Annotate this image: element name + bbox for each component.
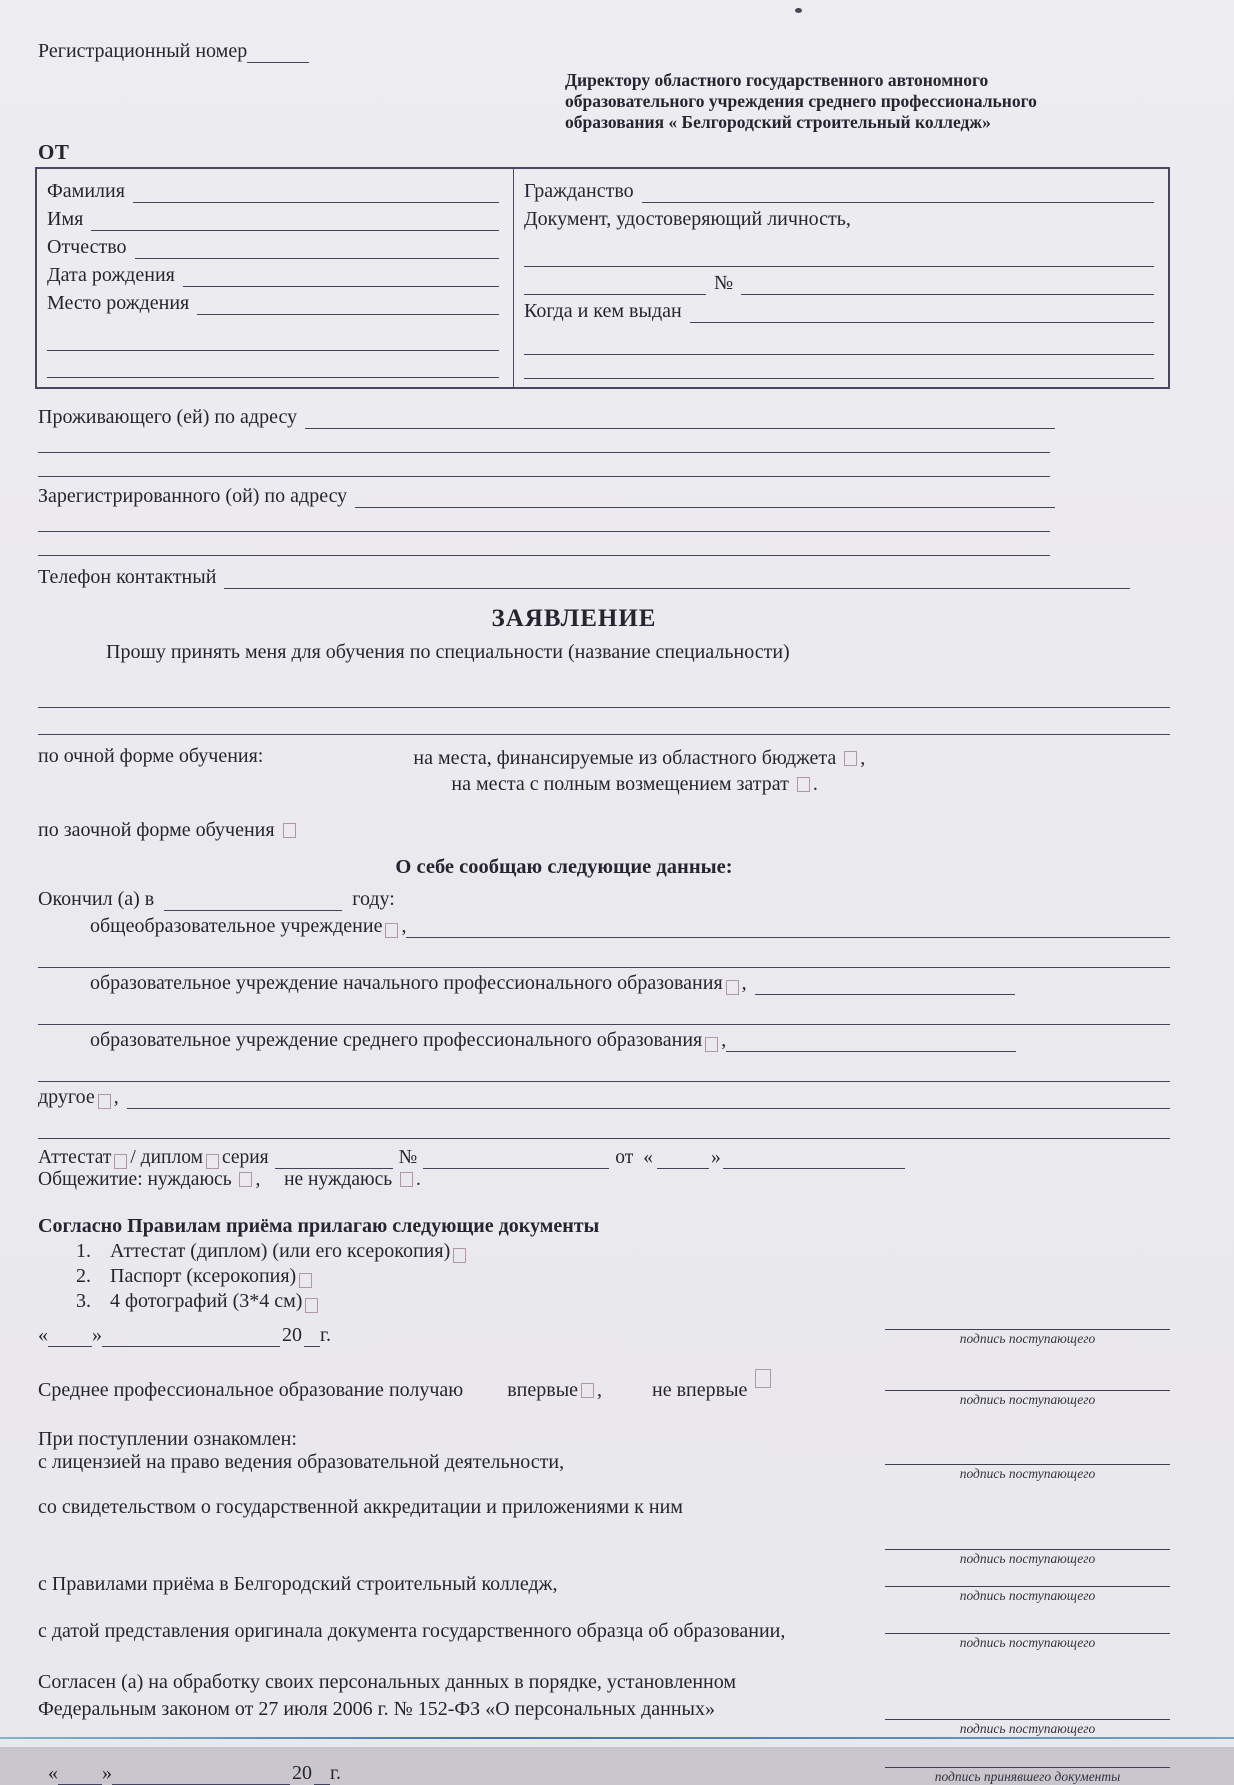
consent-line-2: Федеральным законом от 27 июля 2006 г. № 152-ФЗ «О персональных данных» [38,1698,715,1720]
residing-address-line-2[interactable] [38,429,1050,453]
date2-month-field[interactable] [112,1766,290,1785]
document-item-2-num: 2. [76,1265,91,1287]
ot-word: от [615,1147,634,1168]
registered-address-line-3[interactable] [38,532,1050,556]
consent-line-1: Согласен (а) на обработку своих персональных данных в порядке, установленном [38,1671,737,1693]
spo-first-label: Среднее профессиональное образование получаю [38,1379,464,1401]
issued-by-extra-line-1[interactable] [524,336,1154,355]
date1-month-field[interactable] [102,1328,280,1347]
other-comma: , [113,1086,119,1108]
date2-year-field[interactable] [314,1766,330,1785]
school-row [90,911,1170,938]
spo-checkbox[interactable] [705,1037,718,1052]
documents-date-row [38,1324,331,1347]
first-time-label: впервые [507,1379,579,1401]
other-row [38,1082,1170,1109]
npo-comma: , [741,972,747,994]
parttime-checkbox[interactable] [283,823,296,838]
document-item-2-label: Паспорт (ксерокопия) [110,1265,297,1287]
phone-label: Телефон контактный [38,566,217,588]
spo-label: образовательное учреждение среднего профессионального образования [90,1029,703,1051]
paid-option-row [451,771,865,797]
dorm-comma: , [255,1169,261,1190]
graduated-label: Окончил (а) в [38,888,155,910]
date2-year-20: 20 [292,1762,312,1784]
signature-line-4[interactable] [885,1537,1170,1550]
document-item-1-label: Аттестат (диплом) (или его ксерокопия) [110,1240,451,1262]
not-first-time-checkbox[interactable] [755,1369,771,1388]
spo-name-field[interactable] [726,1033,1016,1052]
not-first-time-label: не впервые [652,1379,748,1401]
about-heading: О себе сообщаю следующие данные: [395,856,733,878]
attestat-checkbox[interactable] [114,1154,127,1169]
npo-name-line-2[interactable] [38,995,1170,1025]
receiver-signature-caption: подпись принявшего документы [934,1769,1121,1784]
consent-row [38,1669,1170,1736]
other-label: другое [38,1086,95,1108]
school-name-field[interactable] [406,919,1170,938]
consent-text [38,1669,736,1723]
document-item-3-num: 3. [76,1290,91,1312]
personal-data-box [35,167,1170,389]
signature-caption-4: подпись поступающего [959,1551,1096,1566]
document-item-1-checkbox[interactable] [453,1248,466,1263]
license-row [38,1451,1170,1481]
id-doc-label: Документ, удостоверяющий личность, [524,208,851,230]
paid-option-label: на места с полным возмещением затрат [451,773,789,795]
issued-by-field[interactable] [690,304,1154,323]
other-checkbox[interactable] [98,1094,111,1109]
id-doc-type-field[interactable] [524,248,1154,267]
residing-address-field[interactable] [305,410,1055,429]
scan-edge-line [0,1737,1234,1739]
rules-label: с Правилами приёма в Белгородский строительный колледж, [38,1573,558,1595]
registered-address-field[interactable] [355,489,1055,508]
addressee-line-2: образовательного учреждения среднего профессионального [565,91,1037,111]
signature-caption-2: подпись поступающего [959,1392,1096,1407]
signature-block-1 [885,1317,1170,1347]
birthplace-label: Место рождения [47,292,190,314]
school-label: общеобразовательное учреждение [90,915,383,937]
signature-caption-5: подпись поступающего [959,1588,1096,1603]
school-name-line-2[interactable] [38,938,1170,968]
accreditation-label: со свидетельством о государственной аккредитации и приложениями к ним [38,1496,683,1518]
budget-option-row [413,745,865,771]
document-item-2-checkbox[interactable] [299,1273,312,1288]
dormitory-row [38,1169,1170,1195]
npo-name-field[interactable] [755,976,1015,995]
registration-number-row [38,40,1170,63]
spo-first-row [38,1369,1170,1408]
signature-block-2 [885,1378,1170,1408]
dorm-no-need-checkbox[interactable] [400,1172,413,1187]
graduated-row [38,884,1170,911]
registered-address-line-2[interactable] [38,508,1050,532]
series-label: серия [221,1147,269,1168]
registered-address-row [38,479,1055,508]
signature-line-2[interactable] [885,1378,1170,1391]
school-comma: , [401,915,407,937]
issued-by-label: Когда и кем выдан [524,300,682,322]
year-word: году: [352,888,395,910]
graduation-year-field[interactable] [164,892,342,911]
attestat-day-field[interactable] [657,1150,709,1169]
date1-year-g: г. [320,1324,331,1346]
issued-by-extra-line-2[interactable] [524,360,1154,379]
signature-block-3 [885,1452,1170,1482]
request-line: Прошу принять меня для обучения по специальности (название специальности) [106,641,790,663]
signature-line-7[interactable] [885,1707,1170,1720]
signature-caption-1: подпись поступающего [959,1331,1096,1346]
patronymic-label: Отчество [47,236,127,258]
date2-year-g: г. [330,1762,341,1784]
first-time-checkbox[interactable] [581,1383,594,1398]
funding-options [413,745,865,797]
document-item-3-checkbox[interactable] [305,1298,318,1313]
signature-line-1[interactable] [885,1317,1170,1330]
birthplace-field[interactable] [197,296,499,315]
application-title: ЗАЯВЛЕНИЕ [491,605,657,632]
document-item-1 [76,1238,1170,1263]
addressee-line-3: образования « Белгородский строительный колледж» [565,112,991,132]
patronymic-field[interactable] [135,240,499,259]
date2-day-field[interactable] [58,1766,102,1785]
signature-block-5 [885,1574,1170,1604]
school-checkbox[interactable] [385,923,398,938]
personal-left-column [37,169,514,387]
residing-address-row [38,400,1055,429]
document-item-1-num: 1. [76,1240,91,1262]
number-sign: № [714,272,734,294]
attestat-number-field[interactable] [423,1150,609,1169]
diplom-checkbox[interactable] [206,1154,219,1169]
signature-block-receiver [885,1755,1170,1785]
scan-speck [795,8,802,13]
document-item-3 [76,1288,1170,1313]
specialty-line-1[interactable] [38,681,1170,708]
specialty-line-2[interactable] [38,708,1170,735]
dorm-need-checkbox[interactable] [239,1172,252,1187]
rules-row [38,1573,1170,1603]
date2-laquo: « [48,1762,58,1784]
other-field[interactable] [127,1090,1170,1109]
surname-field[interactable] [133,184,499,203]
date1-laquo: « [38,1324,48,1346]
parttime-label: по заочной форме обучения [38,819,275,841]
residing-address-line-3[interactable] [38,453,1050,477]
final-date-signature-row [38,1755,1170,1785]
spo-name-line-2[interactable] [38,1052,1170,1082]
npo-label: образовательное учреждение начального профессионального образования [90,972,723,994]
name-field[interactable] [91,212,499,231]
addressee-block [565,70,1057,133]
birthplace-extra-line-1[interactable] [47,332,499,351]
phone-field[interactable] [224,570,1130,589]
residing-address-label: Проживающего (ей) по адресу [38,406,298,428]
study-form-row [38,745,1170,797]
birthdate-field[interactable] [183,268,499,287]
signature-line-6[interactable] [885,1621,1170,1634]
signature-line-3[interactable] [885,1452,1170,1465]
dorm-need-label: Общежитие: нуждаюсь [38,1169,232,1190]
from-label: ОТ [38,140,70,164]
parttime-row [38,819,1170,842]
signature-caption-6: подпись поступающего [959,1635,1096,1650]
document-item-2 [76,1263,1170,1288]
registered-address-label: Зарегистрированного (ой) по адресу [38,485,348,507]
name-label: Имя [47,208,84,230]
signature-block-4 [885,1537,1170,1567]
attestat-month-field[interactable] [723,1150,905,1169]
signature-caption-3: подпись поступающего [959,1466,1096,1481]
birthdate-label: Дата рождения [47,264,175,286]
date2-raquo: » [102,1762,112,1784]
attestat-number-sign: № [398,1147,418,1168]
attestat-label: Аттестат [38,1147,112,1168]
id-doc-number-field[interactable] [741,276,1154,295]
budget-checkbox[interactable] [844,751,857,766]
spo-first-text-wrap [38,1369,774,1408]
documents-date-signature-row [38,1317,1170,1347]
documents-heading: Согласно Правилам приёма прилагаю следующие документы [38,1215,600,1237]
diplom-label: / диплом [130,1147,203,1168]
date1-day-field[interactable] [48,1328,92,1347]
budget-option-label: на места, финансируемые из областного бюджета [413,747,837,769]
spo-row [90,1025,1170,1052]
budget-comma: , [860,747,866,769]
paid-checkbox[interactable] [797,777,810,792]
personal-right-column [514,169,1168,387]
paid-period: . [812,773,818,795]
id-doc-series-field[interactable] [524,276,706,295]
att-laquo: « [643,1147,654,1168]
original-date-row [38,1620,1170,1650]
document-item-3-label: 4 фотографий (3*4 см) [110,1290,303,1312]
attestat-row [38,1143,1170,1169]
signature-line-5[interactable] [885,1574,1170,1587]
citizenship-field[interactable] [642,184,1154,203]
date1-year-field[interactable] [304,1328,320,1347]
date1-year-20: 20 [282,1324,302,1346]
signature-caption-7: подпись поступающего [959,1721,1096,1736]
final-date-row [48,1762,341,1785]
license-label: с лицензией на право ведения образовательной деятельности, [38,1451,565,1473]
dorm-period: . [416,1169,421,1190]
other-line-2[interactable] [38,1109,1170,1139]
npo-row [90,968,1170,995]
dorm-no-need-label: не нуждаюсь [284,1169,393,1190]
receiver-signature-line[interactable] [885,1755,1170,1768]
acknowledge-heading: При поступлении ознакомлен: [38,1428,297,1450]
fulltime-label: по очной форме обучения: [38,745,264,767]
signature-block-6 [885,1621,1170,1651]
original-date-label: с датой представления оригинала документа государственного образца об образовании, [38,1620,786,1642]
date1-raquo: » [92,1324,102,1346]
birthplace-extra-line-2[interactable] [47,359,499,378]
registration-number-label: Регистрационный номер [38,40,248,62]
signature-block-7 [885,1707,1170,1737]
accreditation-signature-row [38,1537,1170,1567]
phone-row [38,559,1130,589]
att-raquo: » [711,1147,721,1168]
registration-number-field[interactable] [247,44,309,63]
addressee-line-1: Директору областного государственного автономного [565,70,989,90]
surname-label: Фамилия [47,180,125,202]
npo-checkbox[interactable] [726,980,739,995]
citizenship-label: Гражданство [524,180,634,202]
spo-comma: , [721,1029,727,1051]
first-time-comma: , [597,1379,603,1401]
series-field[interactable] [275,1150,393,1169]
